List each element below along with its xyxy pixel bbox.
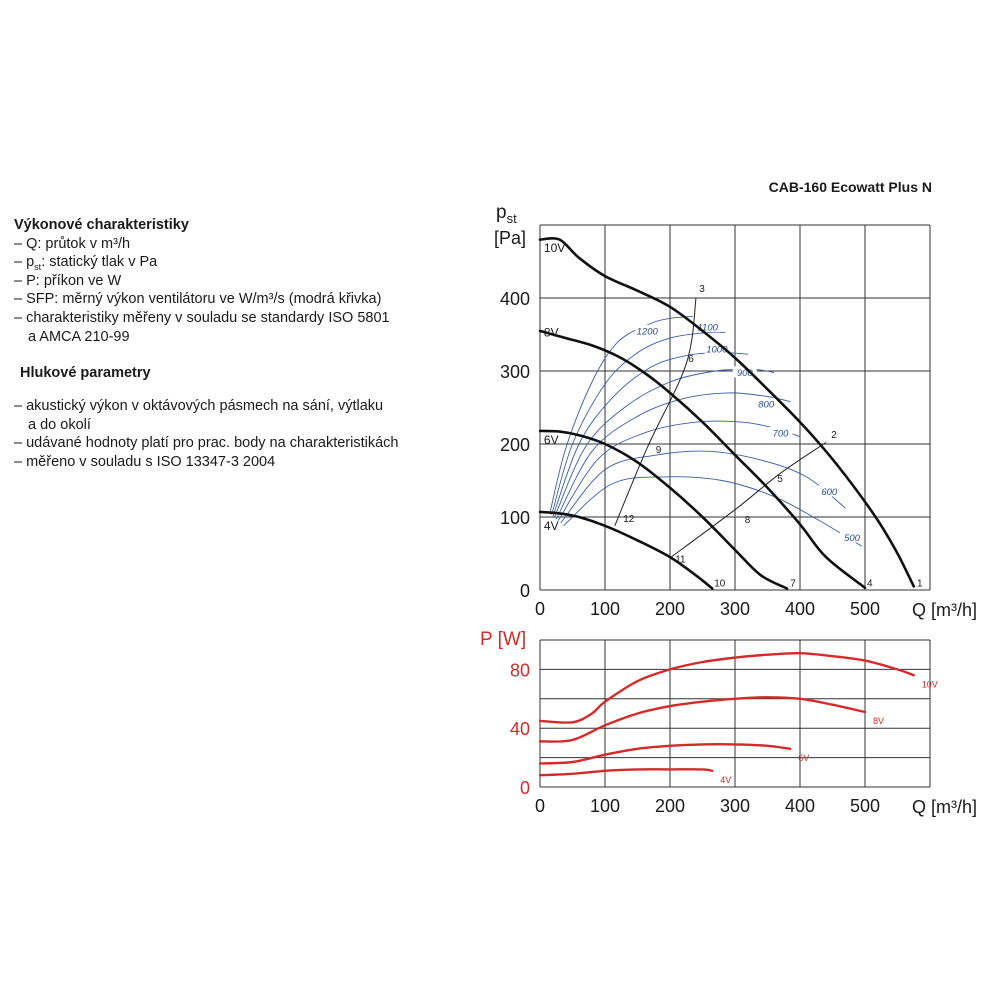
curve-end-point-label: 7: [790, 578, 796, 590]
fan-curve-6v: [540, 431, 787, 589]
fan-curve-speed-label: 6V: [543, 433, 559, 447]
power-curve-label: 6V: [798, 752, 810, 763]
power-y-axis-label: P [W]: [480, 629, 527, 650]
fan-curve-8v: [540, 331, 865, 588]
sfp-curve: [561, 451, 846, 526]
power-y-tick-label: 40: [509, 719, 530, 740]
noise-line-1b: a do okolí: [28, 416, 91, 433]
power-curve-6v: [540, 744, 790, 763]
power-x-tick-label: 0: [534, 796, 546, 816]
performance-heading: Výkonové charakteristiky: [14, 217, 189, 233]
pst-subscript: st: [34, 262, 42, 273]
pst-rest: : statický tlak v Pa: [41, 254, 158, 271]
power-curve-4v: [540, 769, 712, 775]
pressure-x-tick-label: 200: [654, 599, 686, 619]
pressure-grid: [540, 225, 930, 590]
operating-point-label: 3: [699, 284, 705, 296]
power-x-tick-label: 200: [654, 796, 686, 816]
sfp-curve: [558, 421, 800, 521]
pressure-y-tick-label: 100: [499, 508, 530, 528]
sfp-curve-label: 700: [772, 428, 789, 440]
pressure-y-tick-label: 0: [519, 581, 530, 601]
sfp-curve-label: 900: [736, 367, 753, 379]
power-x-tick-label: 400: [784, 796, 816, 816]
power-curve-8v: [540, 697, 865, 741]
sfp-curve-label: 800: [758, 399, 775, 411]
pressure-y-axis-unit: [Pa]: [494, 228, 527, 248]
chart-title: CAB-160 Ecowatt Plus N: [768, 179, 932, 195]
pressure-y-axis-label-subscript: st: [506, 211, 517, 226]
sfp-curves: [550, 316, 864, 546]
pressure-y-tick-label: 400: [499, 289, 530, 309]
operating-point-label: 2: [831, 430, 837, 442]
sfp-curve: [563, 477, 861, 547]
sfp-line: – SFP: měrný výkon ventilátoru ve W/m³/s (modrá křivka): [14, 291, 382, 308]
sfp-curve: [556, 393, 790, 519]
operating-line: [670, 443, 826, 558]
sfp-curve-label: 1200: [636, 326, 658, 338]
iso-line-2: a AMCA 210-99: [28, 328, 130, 345]
power-y-tick-label: 0: [519, 778, 530, 798]
power-chart: [480, 629, 977, 817]
pressure-y-tick-label: 300: [499, 362, 530, 382]
operating-point-label: 12: [623, 514, 635, 526]
q-line: – Q: průtok v m³/h: [14, 235, 131, 252]
pressure-x-tick-label: 400: [784, 599, 816, 619]
pressure-x-tick-label: 500: [849, 599, 881, 619]
operating-point-label: 11: [675, 554, 686, 566]
sfp-curve-label: 500: [844, 532, 860, 544]
pressure-y-axis-label: $p_{st}$: [496, 202, 517, 226]
pressure-chart: [494, 202, 977, 620]
power-curve-label: 8V: [873, 716, 885, 727]
sfp-curve: [550, 316, 693, 513]
noise-heading: Hlukové parametry: [20, 365, 151, 382]
iso-line-1: – charakteristiky měřeny v souladu se standardy ISO 5801: [14, 309, 390, 326]
noise-line-3: – měřeno v souladu s ISO 13347-3 2004: [14, 454, 276, 471]
power-x-tick-label: 500: [849, 796, 881, 816]
power-y-tick-label: 80: [509, 660, 530, 681]
curve-end-point-label: 4: [866, 578, 873, 590]
pressure-x-tick-label: 100: [589, 599, 621, 619]
power-curve-10v: [540, 653, 914, 722]
curve-end-point-label: 10: [714, 578, 726, 590]
p-line: – P: příkon ve W: [14, 272, 122, 289]
sfp-curve-label: 1100: [697, 322, 718, 334]
pst-prefix: – p: [14, 254, 35, 271]
power-x-axis-label: Q [m³/h]: [912, 797, 978, 817]
pressure-x-axis-label: Q [m³/h]: [912, 600, 978, 620]
operating-point-label: 6: [688, 354, 694, 366]
operating-point-label: 8: [744, 514, 751, 526]
pressure-y-tick-label: 200: [499, 435, 530, 455]
curve-end-point-label: 1: [917, 578, 923, 590]
operating-point-label: 5: [777, 473, 783, 485]
sfp-curve-label: 1000: [706, 344, 728, 356]
fan-curve-speed-label: 8V: [543, 325, 559, 340]
power-x-tick-label: 300: [719, 796, 751, 816]
power-curve-label: 4V: [720, 774, 732, 785]
power-x-tick-label: 100: [589, 796, 621, 816]
sfp-curve-label: 600: [821, 486, 838, 498]
noise-line-2: – udávané hodnoty platí pro prac. body na charakteristikách: [14, 435, 399, 452]
pressure-x-tick-label: 0: [534, 599, 546, 619]
operating-point-label: 9: [655, 444, 662, 456]
fan-curve-speed-label: 10V: [543, 241, 566, 256]
noise-line-1a: – akustický výkon v oktávových pásmech na sání, výtlaku: [14, 398, 384, 415]
power-curve-label: 10V: [921, 679, 938, 690]
pressure-x-tick-label: 300: [719, 599, 751, 619]
fan-curve-speed-label: 4V: [543, 519, 559, 534]
